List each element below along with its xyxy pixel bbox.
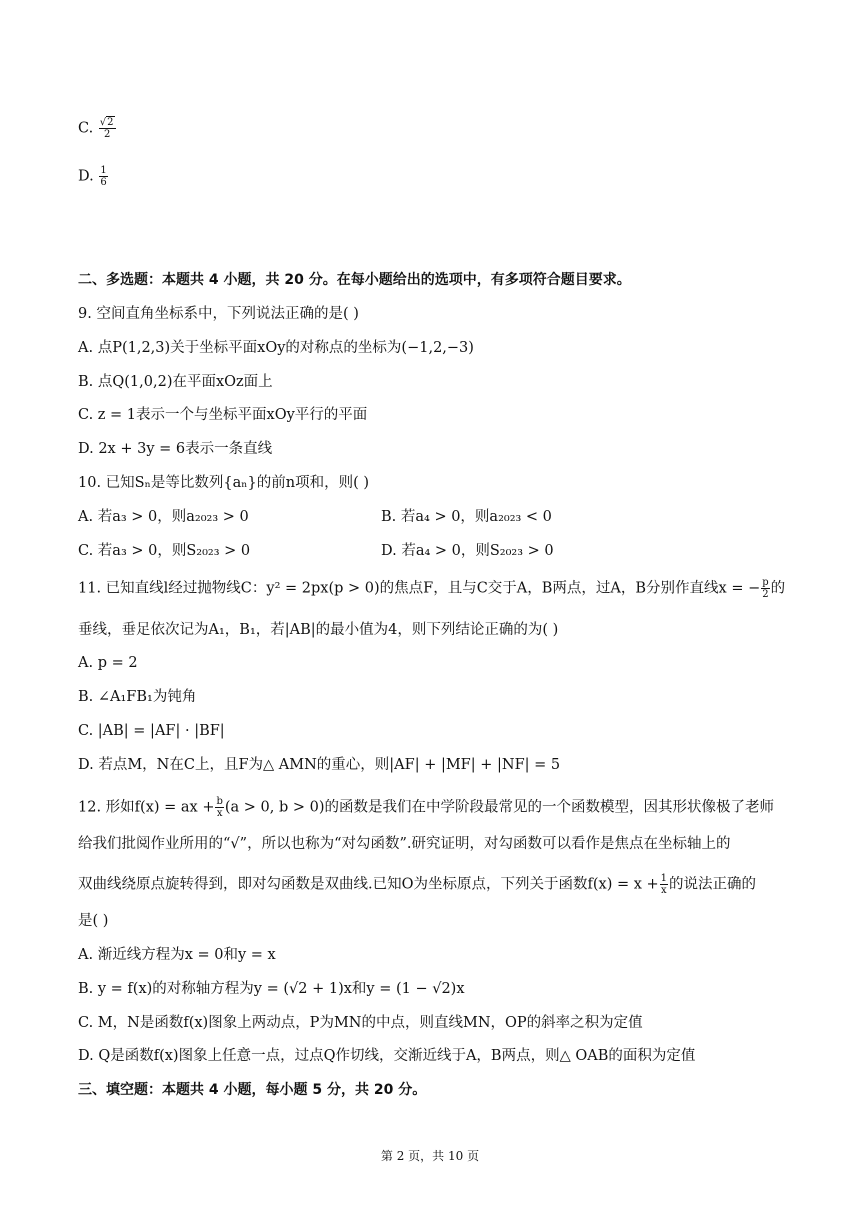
fraction: $\frac{1}{6}$ <box>100 165 107 188</box>
question-11-stem-line-1: 11. 已知直线l经过抛物线C：y² = 2px(p > 0)的焦点F，且与C交于A，B两点，过A，B分别作直线x = − $\frac{p}{2}$ 的 <box>78 577 786 600</box>
question-12-stem-line-2: 给我们批阅作业所用的“√”，所以也称为“对勾函数”.研究证明，对勾函数可以看作是焦点在坐标轴上的 <box>78 836 731 852</box>
q10-option-d: D. 若a₄ > 0，则S₂₀₂₃ > 0 <box>381 543 554 559</box>
fraction: $\frac{√2}{2}$ <box>99 117 114 140</box>
q12-option-d: D. Q是函数f(x)图象上任意一点，过点Q作切线，交渐近线于A，B两点，则△ OAB的面积为定值 <box>78 1048 696 1064</box>
q11-option-a: A. p = 2 <box>78 655 138 671</box>
question-12-stem-line-3: 双曲线绕原点旋转得到，即对勾函数是双曲线.已知O为坐标原点，下列关于函数f(x) = x + $\frac{1}{x}$ 的说法正确的 <box>78 873 757 896</box>
page-number: 第 2 页，共 10 页 <box>380 1149 480 1163</box>
q8-option-c <box>78 117 117 140</box>
q11-option-d: D. 若点M，N在C上，且F为△ AMN的重心，则|AF| + |MF| + |NF| = 5 <box>78 757 561 773</box>
question-9-stem: 9. 空间直角坐标系中，下列说法正确的是( ) <box>78 306 359 322</box>
question-10-stem: 10. 已知Sₙ是等比数列{aₙ}的前n项和，则( ) <box>78 475 370 491</box>
q12-option-a: A. 渐近线方程为x = 0和y = x <box>78 947 276 963</box>
fraction: $\frac{p}{2}$ <box>762 577 769 600</box>
sqrt-symbol: √2 <box>99 117 114 128</box>
question-12-stem-line-1: 12. 形如f(x) = ax + $\frac{b}{x}$ (a > 0, b > 0)的函数是我们在中学阶段最常见的一个函数模型，因其形状像极了老师 <box>78 796 775 819</box>
q9-option-d: D. 2x + 3y = 6表示一条直线 <box>78 441 273 457</box>
option-label: C. <box>78 120 94 137</box>
option-label: D. <box>78 168 94 185</box>
question-11-stem-line-2: 垂线，垂足依次记为A₁，B₁，若|AB|的最小值为4，则下列结论正确的为( ) <box>78 622 559 638</box>
q9-option-b: B. 点Q(1,0,2)在平面xOz面上 <box>78 374 273 390</box>
q9-option-a: A. 点P(1,2,3)关于坐标平面xOy的对称点的坐标为(−1,2,−3) <box>78 340 474 356</box>
section-heading-multiple-choice: 二、多选题：本题共 4 小题，共 20 分。在每小题给出的选项中，有多项符合题目要求。 <box>78 272 631 288</box>
question-12-stem-line-4: 是( ) <box>78 913 109 929</box>
fraction: $\frac{b}{x}$ <box>216 796 223 819</box>
q8-option-d <box>78 165 109 188</box>
section-heading-fill-in: 三、填空题：本题共 4 小题，每小题 5 分，共 20 分。 <box>78 1082 427 1098</box>
q11-option-c: C. |AB| = |AF| · |BF| <box>78 723 225 739</box>
fraction: $\frac{1}{x}$ <box>660 873 668 896</box>
q12-option-b: B. y = f(x)的对称轴方程为y = (√2 + 1)x和y = (1 − √2)x <box>78 981 465 997</box>
q9-option-c: C. z = 1表示一个与坐标平面xOy平行的平面 <box>78 407 368 423</box>
q11-option-b: B. ∠A₁FB₁为钝角 <box>78 689 197 705</box>
q12-option-c: C. M，N是函数f(x)图象上两动点，P为MN的中点，则直线MN，OP的斜率之积为定值 <box>78 1015 643 1031</box>
q10-option-b: B. 若a₄ > 0，则a₂₀₂₃ < 0 <box>381 509 552 525</box>
q10-option-c: C. 若a₃ > 0，则S₂₀₂₃ > 0 <box>78 543 251 559</box>
q10-option-a: A. 若a₃ > 0，则a₂₀₂₃ > 0 <box>78 509 249 525</box>
